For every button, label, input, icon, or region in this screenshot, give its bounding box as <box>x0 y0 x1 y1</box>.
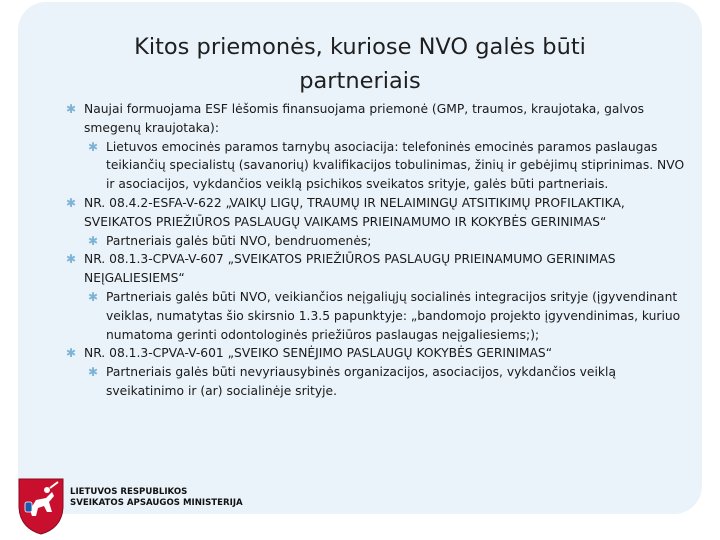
bullet-icon: ✱ <box>88 233 99 248</box>
coat-of-arms-icon <box>16 476 66 536</box>
bullet-icon: ✱ <box>66 252 77 267</box>
sub-bullet-item <box>66 232 696 251</box>
bullet-icon: ✱ <box>88 289 99 304</box>
bullet-text: Lietuvos emocinės paramos tarnybų asociacija: telefoninės emocinės paramos paslaugas teikiančių specialistų (savanorių) kvalifikacijos tobulinimas, žinių ir gebėjimų stiprinimas. NVO ir asociacijos, vykdančios veiklą psichikos sveikatos srityje, galės būti partneriais. <box>106 139 685 192</box>
bullet-icon: ✱ <box>66 195 77 210</box>
bullet-text: NR. 08.1.3-CPVA-V-607 „SVEIKATOS PRIEŽIŪROS PASLAUGŲ PRIEINAMUMO GERINIMAS NEĮGALIESIEMS“ <box>84 252 616 286</box>
ministry-line-2: SVEIKATOS APSAUGOS MINISTERIJA <box>70 498 243 508</box>
title-line-1: Kitos priemonės, kuriose NVO galės būti <box>134 34 586 60</box>
bullet-icon: ✱ <box>88 365 99 380</box>
ministry-name <box>70 487 300 509</box>
bullet-icon: ✱ <box>88 139 99 154</box>
sub-bullet-item <box>66 288 696 344</box>
bullet-text: Naujai formuojama ESF lėšomis finansuojama priemonė (GMP, traumos, kraujotaka, galvos smegenų kraujotaka): <box>84 102 645 135</box>
bullet-item <box>66 194 696 232</box>
bullet-list <box>66 100 696 401</box>
title-line-2: partneriais <box>299 68 421 94</box>
bullet-text: Partneriais galės būti nevyriausybinės organizacijos, asociacijos, vykdančios veiklą sveikatinimo ir (ar) socialinėje srityje. <box>106 365 616 398</box>
sub-bullet-item <box>66 138 696 194</box>
bullet-item <box>66 250 696 288</box>
bullet-item <box>66 344 696 363</box>
slide-title <box>40 30 680 98</box>
ministry-line-1: LIETUVOS RESPUBLIKOS <box>70 487 188 497</box>
bullet-icon: ✱ <box>66 102 77 116</box>
sub-bullet-item <box>66 363 696 401</box>
bullet-icon: ✱ <box>66 346 77 361</box>
bullet-text: Partneriais galės būti NVO, bendruomenės; <box>106 233 372 248</box>
bullet-text: NR. 08.1.3-CPVA-V-601 „SVEIKO SENĖJIMO PASLAUGŲ KOKYBĖS GERINIMAS“ <box>84 346 553 361</box>
bullet-text: Partneriais galės būti NVO, veikiančios neįgaliųjų socialinės integracijos srityje (įgyvendinant veiklas, numatytas šio skirsnio 1.3.5 papunktyje: „bandomojo projekto įgyvendinimas, kuriuo numatoma gerinti odontologinės priežiūros paslaugas neįgaliesiems;); <box>106 289 681 342</box>
bullet-item <box>66 100 696 138</box>
bullet-text: NR. 08.4.2-ESFA-V-622 „VAIKŲ LIGŲ, TRAUMŲ IR NELAIMINGŲ ATSITIKIMŲ PROFILAKTIKA, SVEIKATOS PRIEŽIŪROS PASLAUGŲ VAIKAMS PRIEINAMUMO IR KOKYBĖS GERINIMAS“ <box>84 195 625 229</box>
